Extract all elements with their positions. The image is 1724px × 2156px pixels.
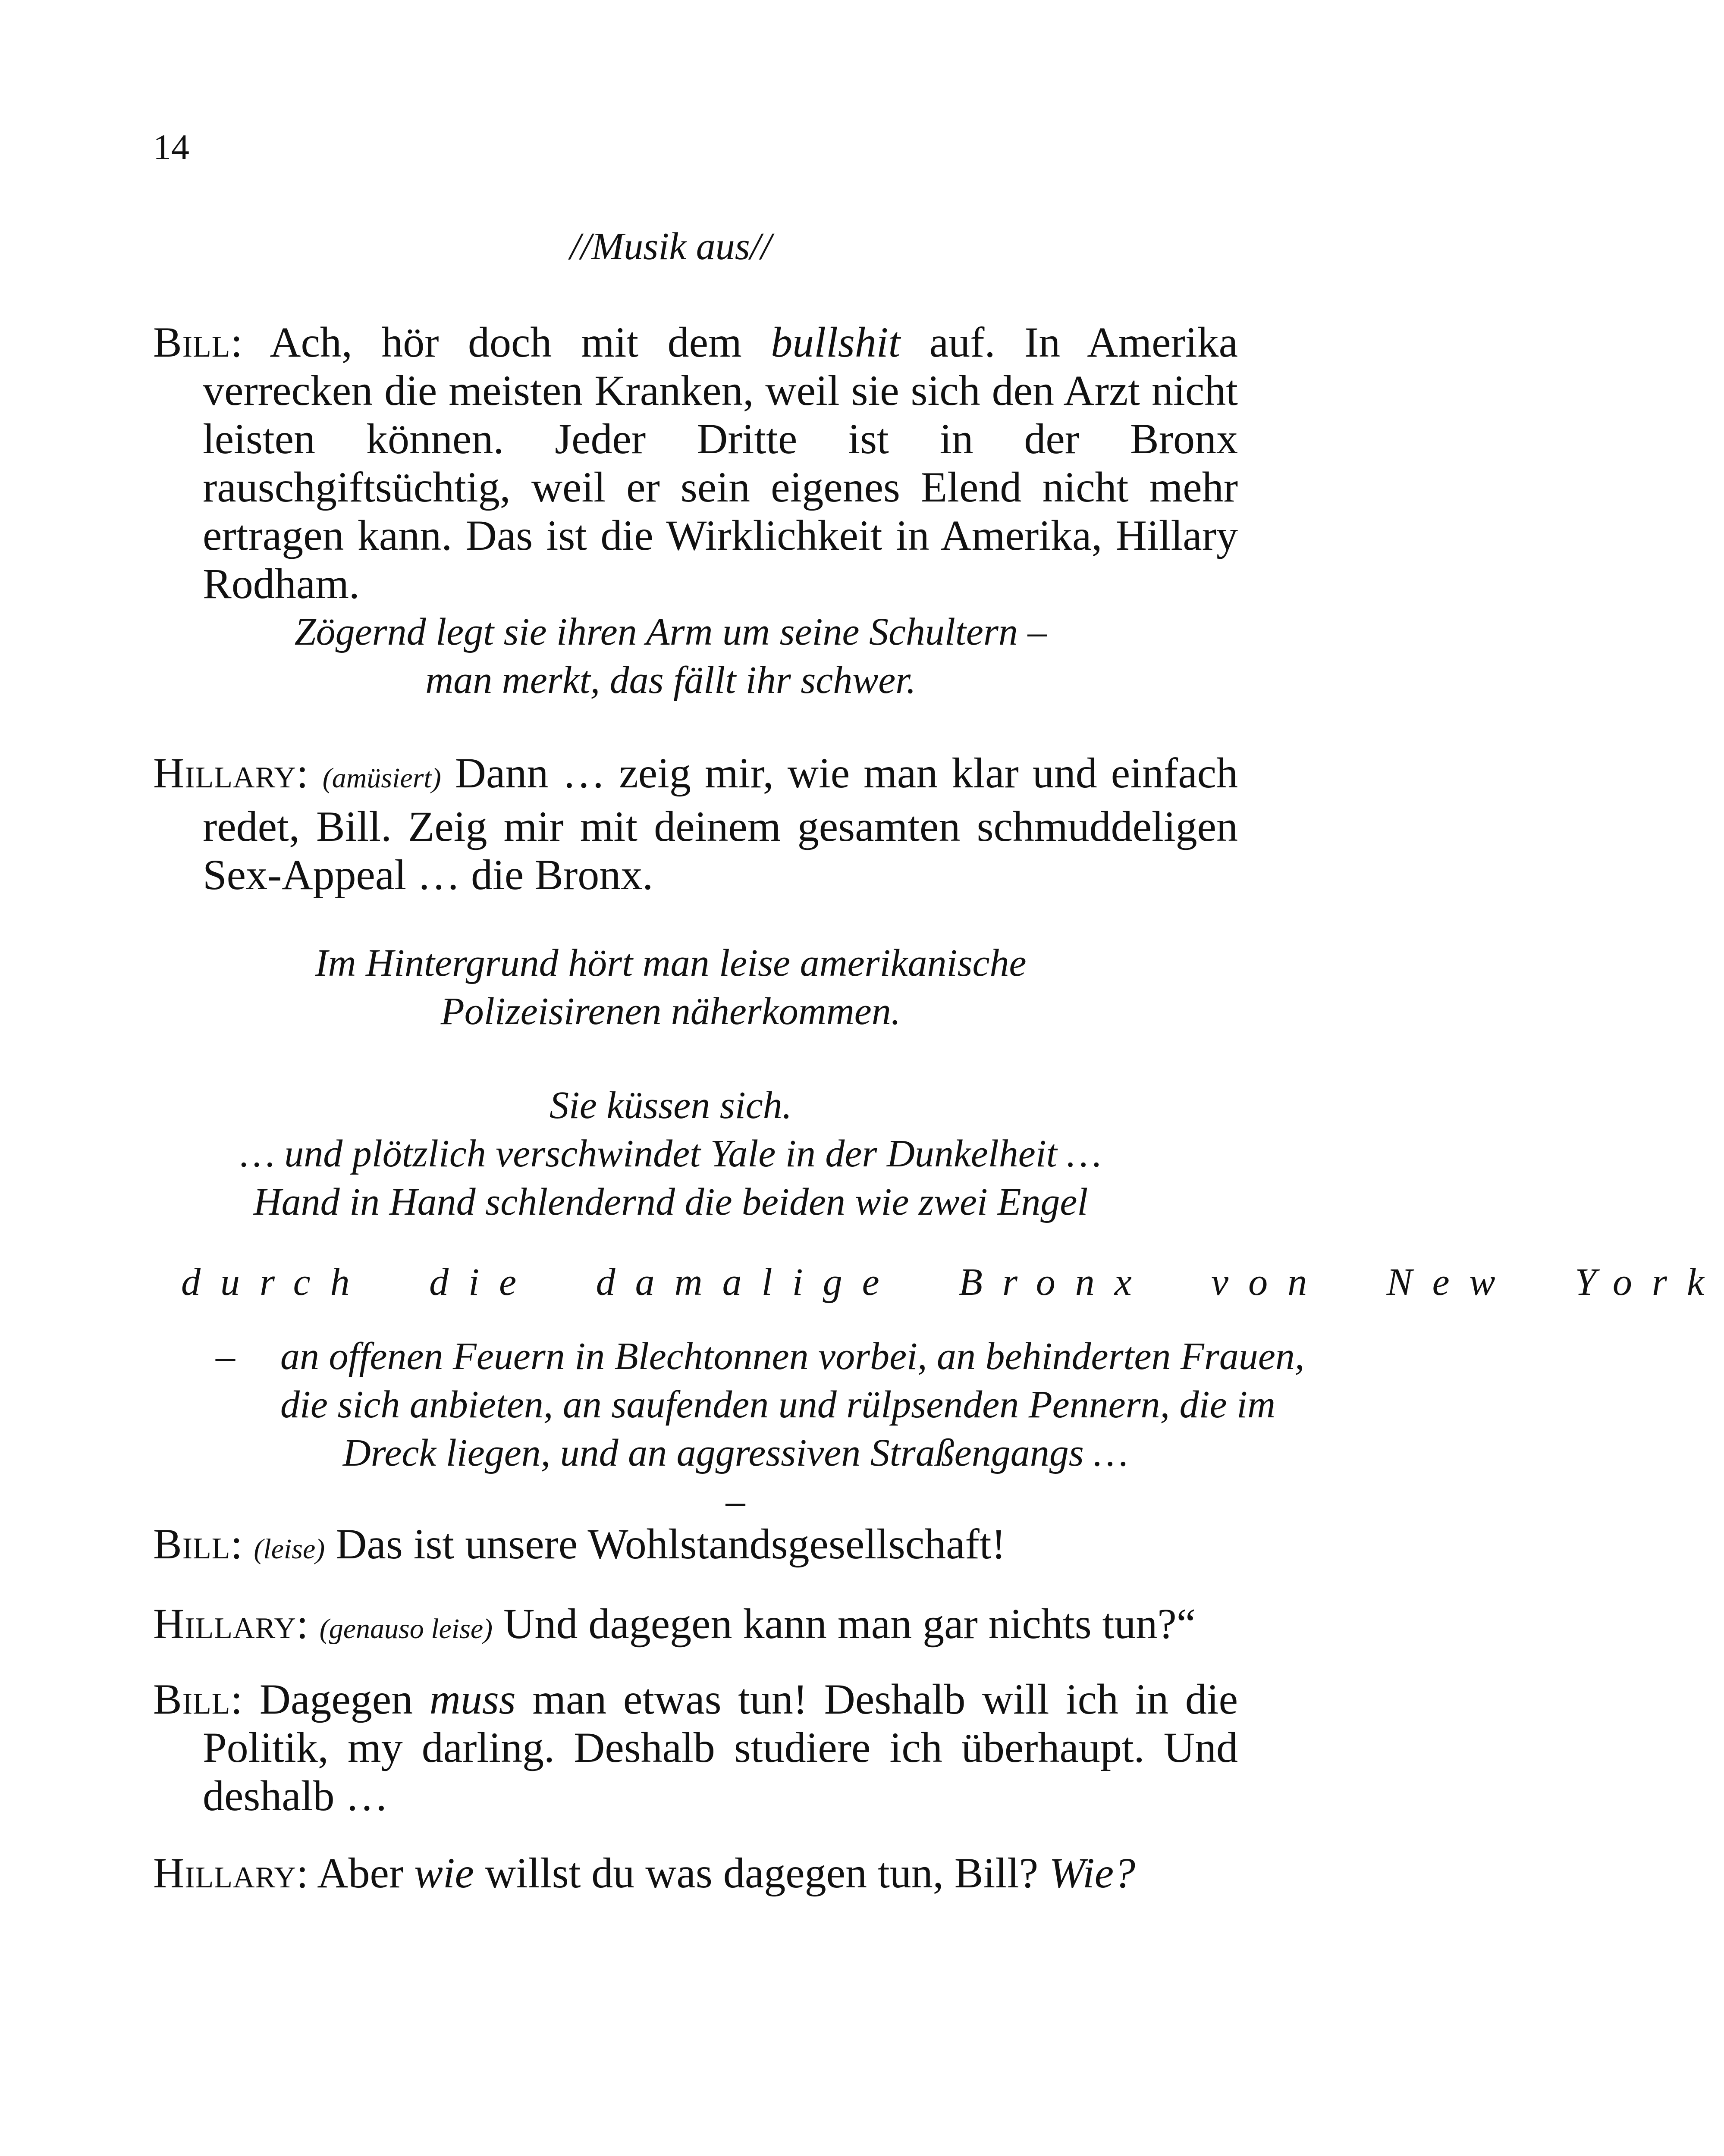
dialogue-text: Aber	[308, 1849, 415, 1897]
stage-line: Polizeisirenen näherkommen.	[440, 990, 901, 1033]
stage-line: Im Hintergrund hört man leise amerikanische	[315, 942, 1027, 984]
speaker-name: Hillary:	[153, 1849, 309, 1897]
parenthetical: (leise)	[254, 1533, 325, 1565]
stage-line: Sie küssen sich.	[549, 1084, 792, 1127]
dialogue-text: Das ist unsere Wohlstandsgesellschaft!	[325, 1520, 1006, 1568]
dialogue-text: willst du was dagegen tun, Bill?	[474, 1849, 1049, 1897]
dialogue-hillary-3	[153, 1849, 1238, 1897]
stage-line: Dreck liegen, und an aggressiven Straßengangs …	[342, 1432, 1128, 1474]
trailing-dash: –	[725, 1480, 745, 1523]
emphasis-text: muss	[429, 1675, 516, 1723]
dialogue-text: auf. In Amerika verrecken die meisten Kranken, weil sie sich den Arzt nicht leisten können. Jeder Dritte ist in der Bronx rauschgiftsüchtig, weil er sein eigenes Elend nicht mehr ertragen kann. Das ist die Wirklichkeit in Amerika, Hillary Rodham.	[203, 318, 1238, 608]
page-number: 14	[153, 127, 189, 167]
stage-line: //Musik aus//	[570, 225, 772, 268]
dialogue-text: Ach, hör doch mit dem	[243, 318, 771, 366]
stage-direction-2	[153, 939, 1188, 1036]
dialogue-bill-3	[153, 1675, 1238, 1820]
dialogue-text: Und dagegen kann man gar nichts tun?“	[493, 1600, 1196, 1648]
leading-dash: –	[216, 1335, 235, 1378]
speaker-name: Hillary:	[153, 1600, 309, 1648]
dialogue-text: man etwas tun! Deshalb will ich in die Politik, my darling. Deshalb studiere ich überhaupt. Und deshalb …	[203, 1675, 1238, 1820]
emphasis-text: wie	[414, 1849, 474, 1897]
stage-direction-music-off	[153, 222, 1188, 271]
stage-line: Hand in Hand schlendernd die beiden wie zwei Engel	[253, 1181, 1088, 1223]
stage-line: Zögernd legt sie ihren Arm um seine Schultern –	[294, 611, 1047, 653]
stage-line: die sich anbieten, an saufenden und rülpsenden Pennern, die im	[280, 1383, 1276, 1426]
stage-direction-3	[153, 1081, 1188, 1226]
emphasis-text: Wie?	[1049, 1849, 1136, 1897]
dialogue-text: Dagegen	[243, 1675, 430, 1723]
stage-line: man merkt, das fällt ihr schwer.	[425, 659, 916, 702]
parenthetical: (amüsiert)	[322, 762, 441, 794]
dialogue-text: Dann … zeig mir, wie man klar und einfach redet, Bill. Zeig mir mit deinem gesamten schmuddeligen Sex-Appeal … die Bronx.	[203, 749, 1238, 899]
spaced-stage-line: durch die damalige Bronx von New York	[181, 1261, 1724, 1304]
stage-direction-1	[153, 608, 1188, 705]
dialogue-bill-2	[153, 1520, 1238, 1573]
emphasis-text: bullshit	[771, 318, 901, 366]
speaker-name: Bill:	[153, 1520, 243, 1568]
parenthetical: (genauso leise)	[319, 1613, 493, 1645]
speaker-name: Bill:	[153, 318, 243, 366]
stage-line: … und plötzlich verschwindet Yale in der Dunkelheit …	[240, 1132, 1102, 1175]
speaker-name: Bill:	[153, 1675, 243, 1723]
dialogue-hillary-2	[153, 1600, 1238, 1653]
stage-line: an offenen Feuern in Blechtonnen vorbei, an behinderten Frauen,	[280, 1335, 1305, 1378]
dialogue-bill-1	[153, 318, 1238, 608]
stage-direction-4	[203, 1332, 1305, 1526]
dialogue-hillary-1	[153, 749, 1238, 899]
speaker-name: Hillary:	[153, 749, 309, 797]
